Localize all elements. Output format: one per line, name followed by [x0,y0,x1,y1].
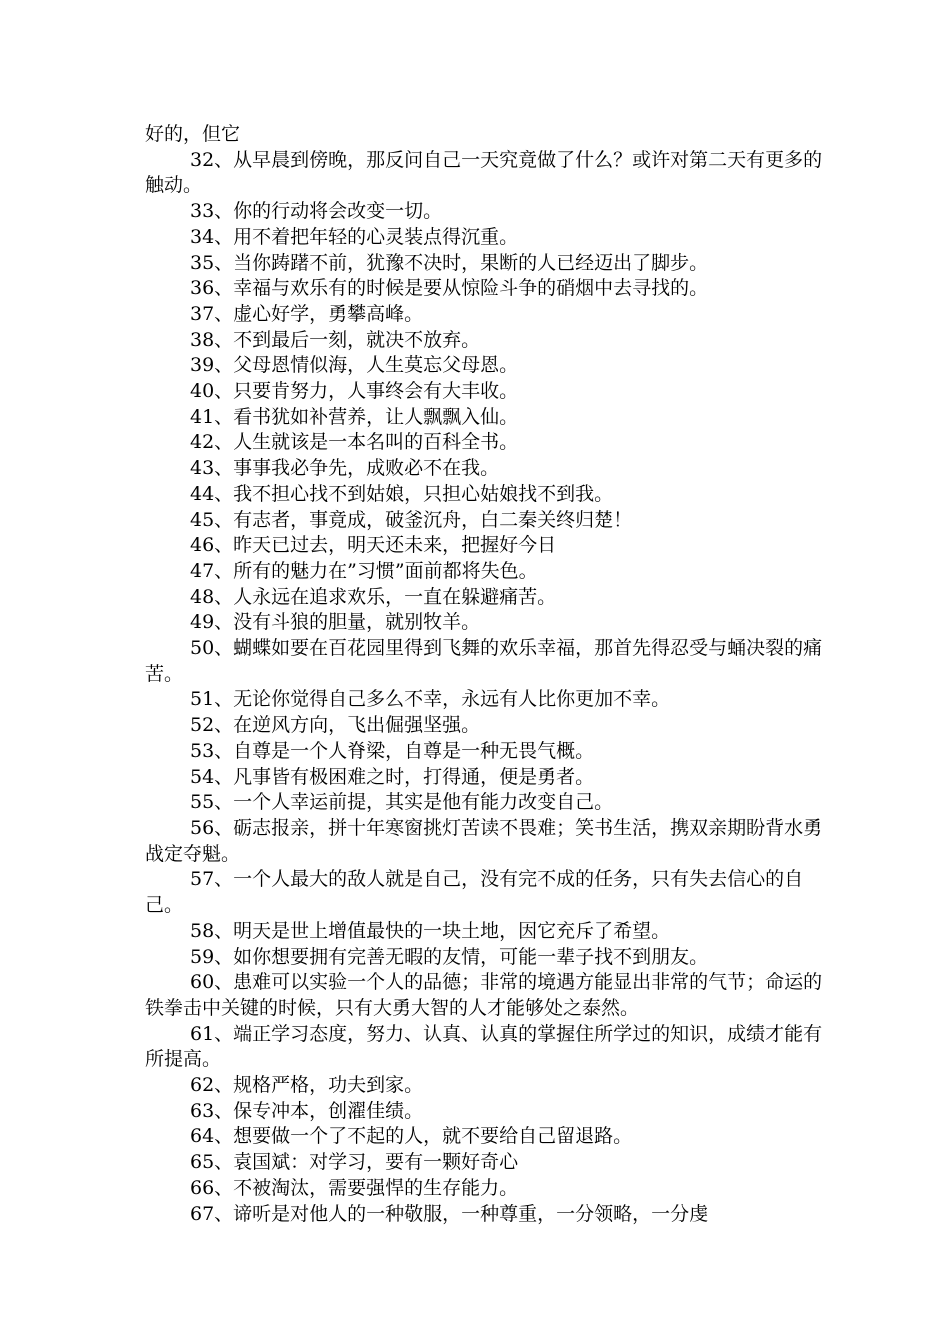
paragraph: 58、明天是世上增值最快的一块土地，因它充斥了希望。 [190,919,671,942]
paragraph: 36、幸福与欢乐有的时候是要从惊险斗争的硝烟中去寻找的。 [190,277,709,300]
paragraph: 62、规格严格，功夫到家。 [190,1074,424,1097]
paragraph: 57、一个人最大的敌人就是自己，没有完不成的任务，只有失去信心的自己。 [145,868,804,917]
paragraph: 59、如你想要拥有完善无暇的友情，可能一辈子找不到朋友。 [190,945,709,968]
paragraph: 45、有志者，事竟成，破釜沉舟，白二秦关终归楚！ [190,508,633,531]
paragraph: 66、不被淘汰，需要强悍的生存能力。 [190,1176,519,1199]
paragraph: 63、保专冲本，创濯佳绩。 [190,1099,424,1122]
paragraph: 44、我不担心找不到姑娘，只担心姑娘找不到我。 [190,482,614,505]
paragraph: 48、人永远在追求欢乐，一直在躲避痛苦。 [190,585,557,608]
paragraph: 37、虚心好学，勇攀高峰。 [190,302,424,325]
paragraph: 38、不到最后一刻，就决不放弃。 [190,328,481,351]
paragraph: 67、谛听是对他人的一种敬服，一种尊重，一分领略，一分虔 [190,1202,709,1225]
paragraph: 56、砺志报亲，拼十年寒窗挑灯苦读不畏难；笑书生活，携双亲期盼背水勇战定夺魁。 [145,816,823,865]
paragraph: 35、当你踌躇不前，犹豫不决时，果断的人已经迈出了脚步。 [190,251,709,274]
paragraph: 41、看书犹如补营养，让人飘飘入仙。 [190,405,519,428]
paragraph: 50、蝴蝶如要在百花园里得到飞舞的欢乐幸福，那首先得忍受与蛹决裂的痛苦。 [145,637,823,685]
paragraph: 60、患难可以实验一个人的品德；非常的境遇方能显出非常的气节；命运的铁拳击中关键的时候，只有大勇大智的人才能够处之泰然。 [145,971,823,1019]
paragraph: 49、没有斗狼的胆量，就别牧羊。 [190,611,481,634]
paragraph: 52、在逆风方向，飞出倔强坚强。 [190,714,481,737]
paragraph: 40、只要肯努力，人事终会有大丰收。 [190,380,519,403]
paragraph: 46、昨天已过去，明天还未来，把握好今日 [190,534,557,557]
paragraph: 32、从早晨到傍晚，那反问自己一天究竟做了什么？或许对第二天有更多的触动。 [145,148,823,197]
paragraph: 好的，但它 [145,123,241,145]
paragraph: 61、端正学习态度，努力、认真、认真的掌握住所学过的知识，成绩才能有所提高。 [145,1022,823,1071]
paragraph: 54、凡事皆有极困难之时，打得通，便是勇者。 [190,765,595,788]
paragraph: 53、自尊是一个人脊梁，自尊是一种无畏气概。 [190,739,595,762]
document-body [145,122,825,1227]
paragraph: 64、想要做一个了不起的人，就不要给自己留退路。 [190,1125,633,1148]
paragraph: 47、所有的魅力在”习惯”面前都将失色。 [190,559,538,582]
paragraph: 42、人生就该是一本名叫的百科全书。 [190,431,519,454]
paragraph: 65、袁国斌：对学习，要有一颗好奇心 [190,1151,519,1174]
paragraph: 39、父母恩情似海，人生莫忘父母恩。 [190,354,519,377]
paragraph: 55、一个人幸运前提，其实是他有能力改变自己。 [190,791,614,814]
paragraph: 51、无论你觉得自己多么不幸，永远有人比你更加不幸。 [190,688,671,711]
paragraph: 43、事事我必争先，成败必不在我。 [190,457,500,480]
paragraph: 33、你的行动将会改变一切。 [190,200,443,223]
paragraph: 34、用不着把年轻的心灵装点得沉重。 [190,225,519,248]
